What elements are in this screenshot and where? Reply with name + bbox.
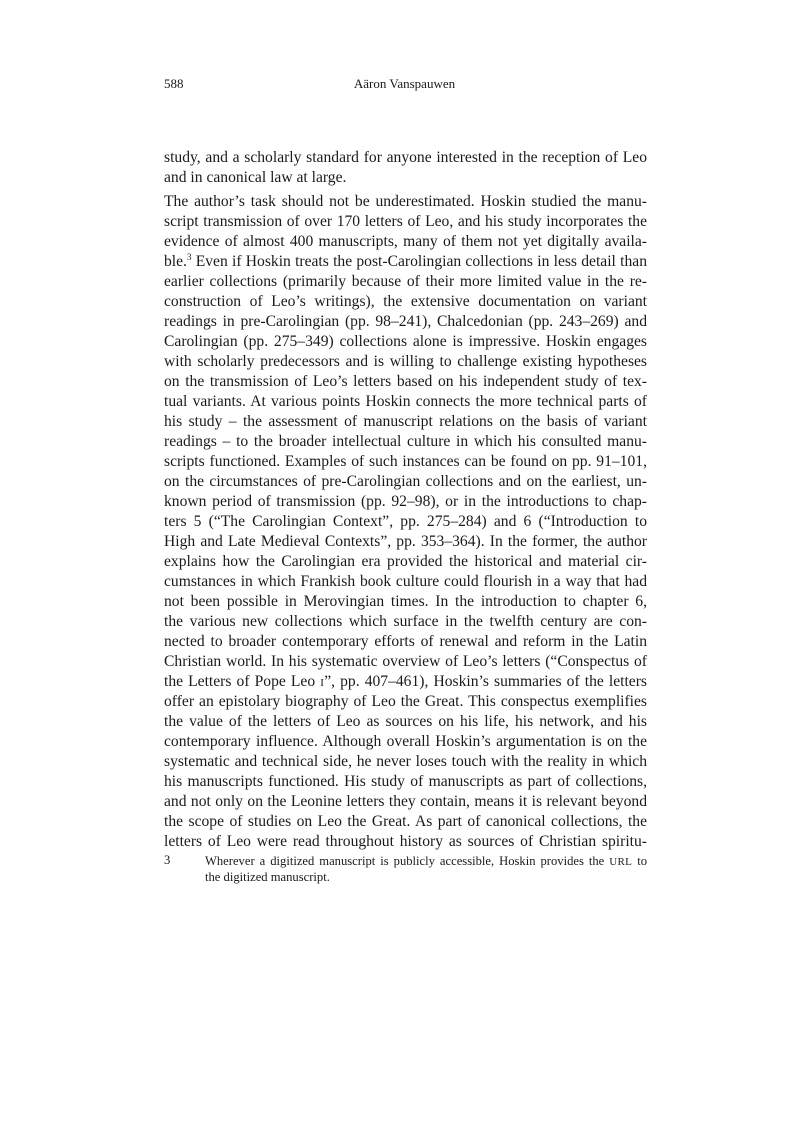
text-line: Christian world. In his systematic overview of Leo’s letters (“Conspectus of (164, 653, 647, 670)
text-line: the scope of studies on Leo the Great. As part of canonical collections, the (164, 813, 647, 830)
text-line: scripts functioned. Examples of such instances can be found on pp. 91–101, (164, 453, 647, 470)
text-line (164, 252, 647, 272)
text-fragment: Even if Hoskin treats the post-Carolingian collections in less detail than (195, 253, 647, 270)
text-line: evidence of almost 400 manuscripts, many of them not yet digitally availa- (164, 233, 647, 250)
text-line: and in canonical law at large. (164, 169, 347, 186)
text-line: The author’s task should not be underestimated. Hoskin studied the manu- (164, 193, 647, 210)
roman-numeral: I (320, 677, 325, 689)
footnote-line: the digitized manuscript. (205, 870, 330, 884)
text-line: readings in pre-Carolingian (pp. 98–241), Chalcedonian (pp. 243–269) and (164, 313, 647, 330)
text-line: Carolingian (pp. 275–349) collections alone is impressive. Hoskin engages (164, 333, 647, 350)
text-line: his manuscripts functioned. His study of manuscripts as part of collections, (164, 773, 647, 790)
footnote-number: 3 (164, 853, 171, 867)
text-line: nected to broader contemporary efforts of renewal and reform in the Latin (164, 633, 647, 650)
text-fragment: ble. (164, 253, 187, 270)
text-line: the value of the letters of Leo as sources on his life, his network, and his (164, 713, 647, 730)
text-fragment: the Letters of Pope Leo (164, 673, 316, 690)
smallcaps-url: URL (609, 856, 633, 868)
text-line: study, and a scholarly standard for anyone interested in the reception of Leo (164, 149, 647, 166)
paragraph-1 (164, 148, 647, 188)
text-line: on the transmission of Leo’s letters based on his independent study of tex- (164, 373, 647, 390)
footnote-reference[interactable]: 3 (186, 252, 192, 262)
text-line: letters of Leo were read throughout history as sources of Christian spiritu- (164, 833, 647, 850)
page-number: 588 (164, 76, 184, 91)
text-line: known period of transmission (pp. 92–98), or in the introductions to chap- (164, 493, 647, 510)
text-line: tual variants. At various points Hoskin connects the more technical parts of (164, 393, 647, 410)
text-line: systematic and technical side, he never loses touch with the reality in which (164, 753, 647, 770)
text-line: script transmission of over 170 letters of Leo, and his study incorporates the (164, 213, 647, 230)
text-line: ters 5 (“The Carolingian Context”, pp. 275–284) and 6 (“Introduction to (164, 513, 647, 530)
text-line: High and Late Medieval Contexts”, pp. 353–364). In the former, the author (164, 533, 647, 550)
text-fragment: to (637, 854, 648, 868)
text-line: on the circumstances of pre-Carolingian collections and on the earliest, un- (164, 473, 647, 490)
text-line: not been possible in Merovingian times. In the introduction to chapter 6, (164, 593, 647, 610)
paragraph-2 (164, 192, 647, 852)
text-line: and not only on the Leonine letters they contain, means it is relevant beyond (164, 793, 647, 810)
text-line: his study – the assessment of manuscript relations on the basis of variant (164, 413, 647, 430)
text-fragment: Wherever a digitized manuscript is publicly accessible, Hoskin provides the (205, 854, 605, 868)
text-line: cumstances in which Frankish book culture could flourish in a way that had (164, 573, 647, 590)
text-line: offer an epistolary biography of Leo the Great. This conspectus exemplifies (164, 693, 647, 710)
footnote (164, 853, 647, 885)
footnote-line (205, 853, 647, 869)
body-text (164, 148, 647, 856)
text-line: contemporary influence. Although overall Hoskin’s argumentation is on the (164, 733, 647, 750)
text-line (164, 672, 647, 692)
text-line: the various new collections which surface in the twelfth century are con- (164, 613, 647, 630)
text-line: explains how the Carolingian era provided the historical and material cir- (164, 553, 647, 570)
text-fragment: ”, pp. 407–461), Hoskin’s summaries of the letters (324, 673, 647, 690)
text-line: with scholarly predecessors and is willing to challenge existing hypotheses (164, 353, 647, 370)
text-line: earlier collections (primarily because of their more limited value in the re- (164, 273, 647, 290)
text-line: construction of Leo’s writings), the extensive documentation on variant (164, 293, 647, 310)
footnote-text (205, 853, 647, 885)
running-head: Aäron Vanspauwen (353, 76, 456, 91)
text-line: readings – to the broader intellectual culture in which his consulted manu- (164, 433, 647, 450)
